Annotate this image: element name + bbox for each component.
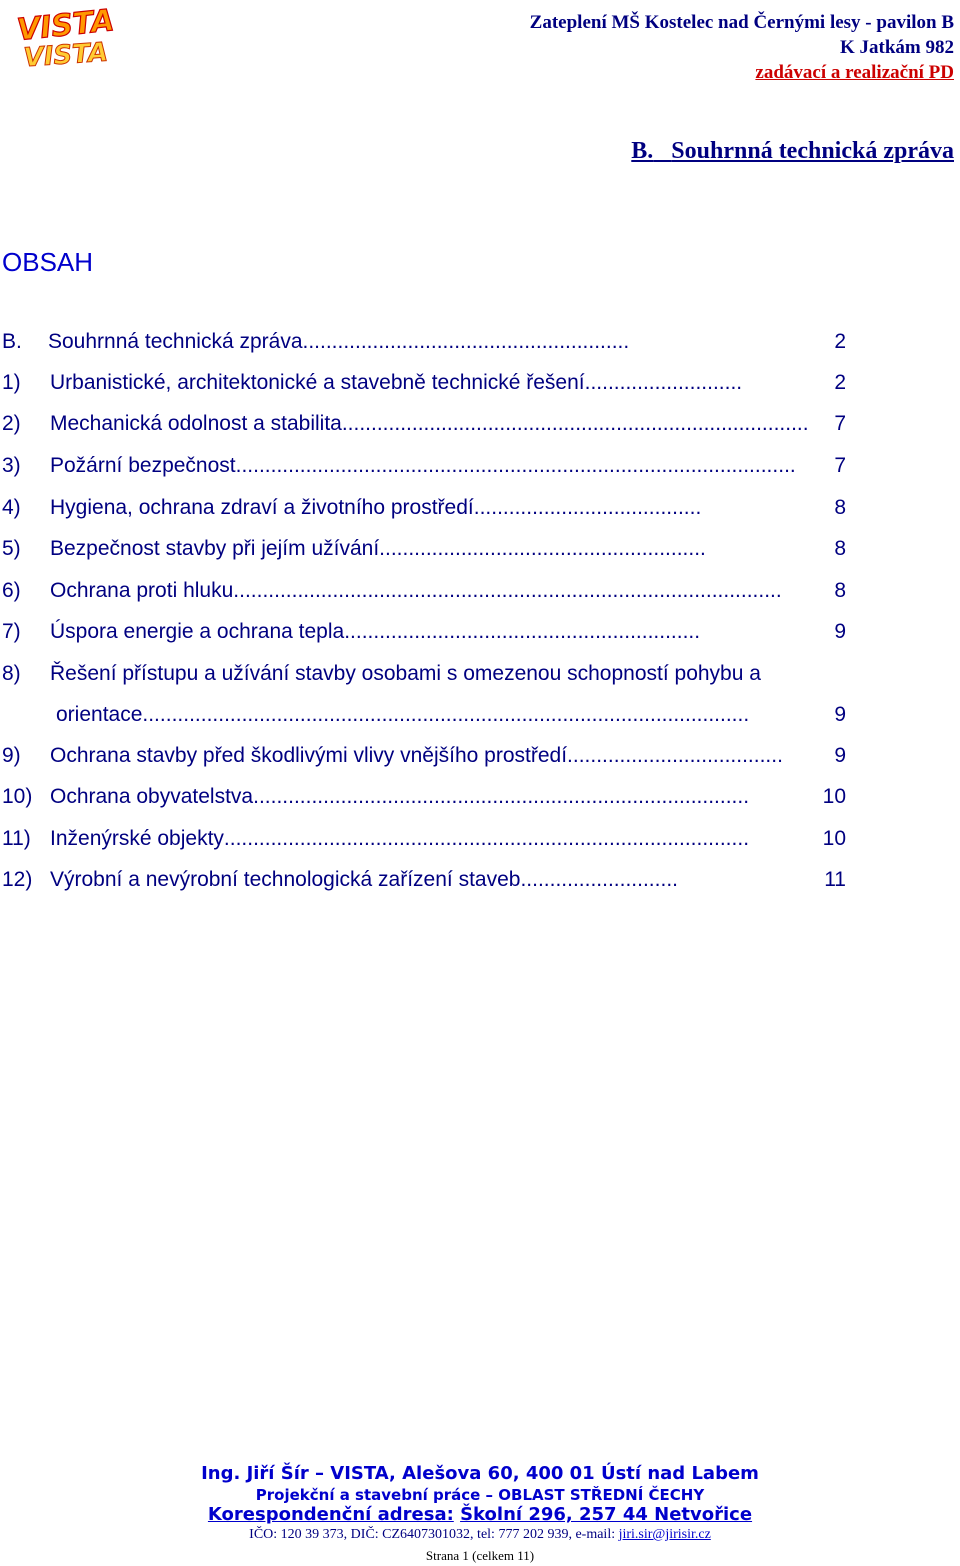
- toc-entry[interactable]: [0, 532, 846, 566]
- toc-entry-page: 8: [834, 537, 846, 560]
- toc-entry-leader: .....................................: [567, 744, 783, 767]
- toc-entry[interactable]: [0, 366, 846, 400]
- toc-entry-page: 10: [822, 827, 846, 850]
- document-title: [631, 138, 954, 165]
- toc-entry-number: 5): [2, 537, 21, 560]
- toc-entry-number: 10): [2, 785, 33, 808]
- footer-correspondence-label: Korespondenční adresa:: [207, 1504, 454, 1525]
- toc-entry[interactable]: [0, 491, 846, 525]
- toc-entry-text: Ochrana proti hluku: [50, 579, 234, 602]
- footer-services: Projekční a stavební práce – OBLAST STŘEDNÍ ČECHY: [255, 1486, 705, 1504]
- toc-entry-leader: ........................................................: [379, 537, 706, 560]
- toc-entry-text: Výrobní a nevýrobní technologická zařízení staveb: [50, 868, 521, 891]
- toc-entry-text: Ochrana obyvatelstva: [50, 785, 254, 808]
- toc-entry[interactable]: [0, 615, 846, 649]
- toc-entry-number: 4): [2, 496, 21, 519]
- toc-entry[interactable]: [0, 325, 846, 359]
- header-address: K Jatkám 982: [840, 37, 954, 58]
- toc-entry-leader: .......................................: [473, 496, 702, 519]
- toc-entry[interactable]: [0, 574, 846, 608]
- toc-entry-leader: ................................................................................: [341, 412, 809, 435]
- toc-entry-page: 11: [824, 868, 846, 891]
- toc-entry-page: 8: [834, 496, 846, 519]
- toc-entry-page: 2: [834, 330, 846, 353]
- toc-entry-page: 2: [834, 371, 846, 394]
- toc-entry-text: Hygiena, ochrana zdraví a životního prostředí: [50, 496, 474, 519]
- toc-entry-leader: ...........................: [520, 868, 678, 891]
- toc-entry-leader: ..........................................................................................: [223, 827, 750, 850]
- toc-entry-leader: ...........................: [584, 371, 743, 394]
- vista-logo: [14, 3, 116, 74]
- toc-entry-number: 3): [2, 454, 21, 477]
- toc-heading: OBSAH: [2, 247, 94, 277]
- toc-entry-leader: ..............................................................................................: [233, 579, 782, 602]
- toc-entry[interactable]: [0, 657, 900, 691]
- toc-entry[interactable]: [0, 780, 846, 814]
- toc-entry-page: 8: [834, 579, 846, 602]
- footer-company: Ing. Jiří Šír – VISTA, Alešova 60, 400 01 Ústí nad Labem: [201, 1463, 759, 1484]
- toc-entry-text: Urbanistické, architektonické a stavebně technické řešení: [50, 371, 585, 394]
- toc-entry-text: Řešení přístupu a užívání stavby osobami s omezenou schopností pohybu a: [50, 662, 761, 685]
- toc-entry-leader: ................................................................................................: [235, 454, 796, 477]
- toc-entry-leader: .............................................................: [344, 620, 701, 643]
- toc-entry-continuation[interactable]: [0, 698, 846, 732]
- svg-text:VISTA: VISTA: [15, 3, 116, 49]
- toc-entry-number: [0, 698, 56, 732]
- toc-entry[interactable]: [0, 407, 846, 441]
- toc-entry-page: 10: [822, 785, 846, 808]
- toc-entry-leader: ........................................................: [302, 330, 630, 353]
- toc-entry-page: 7: [834, 412, 846, 435]
- vista-logo-graphic: [14, 3, 116, 74]
- toc-entry-page: 9: [834, 620, 846, 643]
- toc-entry-text: orientace: [56, 703, 143, 726]
- toc-entry-page: 9: [834, 744, 846, 767]
- footer-correspondence: [0, 1504, 960, 1525]
- toc-entry-text: Inženýrské objekty: [50, 827, 224, 850]
- document-title-text: Souhrnná technická zpráva: [671, 138, 954, 164]
- toc-entry-text: Mechanická odolnost a stabilita: [50, 412, 342, 435]
- toc-entry-number: 11): [2, 827, 31, 850]
- toc-entry-number: 8): [2, 662, 21, 685]
- page-number: Strana 1 (celkem 11): [425, 1548, 535, 1563]
- toc-entry-text: Bezpečnost stavby při jejím užívání: [50, 537, 380, 560]
- toc-entry[interactable]: [0, 863, 846, 897]
- toc-entry-text: Úspora energie a ochrana tepla: [50, 620, 345, 643]
- footer-correspondence-address: Školní 296, 257 44 Netvořice: [460, 1504, 753, 1525]
- header-doc-type: zadávací a realizační PD: [755, 62, 954, 83]
- toc-entry-text: Požární bezpečnost: [50, 454, 236, 477]
- toc-entry-number: 12): [2, 868, 33, 891]
- header-project-name: Zateplení MŠ Kostelec nad Černými lesy - pavilon B: [529, 12, 954, 33]
- toc-entry-number: 2): [2, 412, 21, 435]
- page-header: [530, 10, 954, 85]
- toc-entry[interactable]: [0, 822, 846, 856]
- toc-entry[interactable]: [0, 739, 846, 773]
- footer-contact: [0, 1527, 960, 1543]
- footer-email-link[interactable]: jiri.sir@jirisir.cz: [618, 1527, 711, 1542]
- toc-entry-number: 1): [2, 371, 21, 394]
- toc-entry-text: Souhrnná technická zpráva: [48, 330, 303, 353]
- toc-entry-number: 9): [2, 744, 21, 767]
- toc-entry-leader: .....................................................................................: [253, 785, 750, 808]
- toc-entry-number: 6): [2, 579, 21, 602]
- toc-entry-leader: ........................................................................................................: [142, 703, 750, 726]
- svg-text:VISTA: VISTA: [22, 37, 109, 74]
- toc-entry-number: 7): [2, 620, 21, 643]
- toc-entry-page: 7: [834, 454, 846, 477]
- toc-entry[interactable]: [0, 449, 846, 483]
- toc-entry-text: Ochrana stavby před škodlivými vlivy vnějšího prostředí: [50, 744, 568, 767]
- footer-contact-text: IČO: 120 39 373, DIČ: CZ6407301032, tel: 777 202 939, e-mail:: [249, 1527, 616, 1542]
- toc-entry-number: B.: [2, 330, 22, 353]
- toc-entry-page: 9: [834, 703, 846, 726]
- document-title-prefix: B.: [631, 138, 654, 164]
